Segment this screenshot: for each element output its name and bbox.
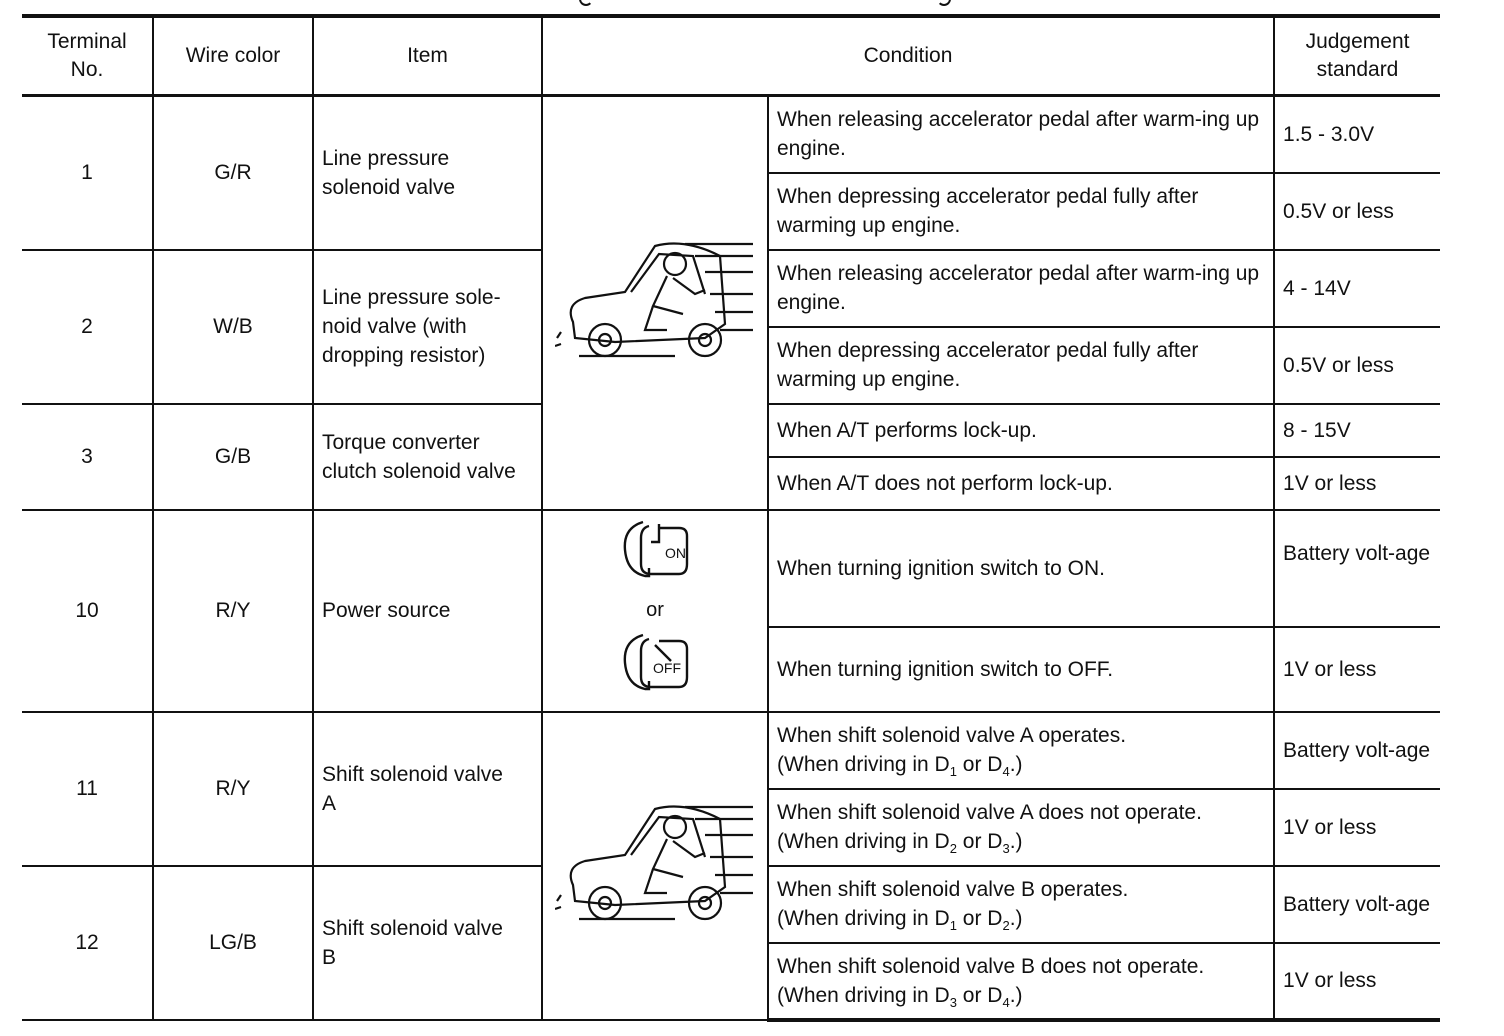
wire-color: G/R bbox=[153, 96, 313, 250]
judgement: 1.5 - 3.0V bbox=[1274, 96, 1440, 173]
judgement: 1V or less bbox=[1274, 789, 1440, 866]
wire-color: G/B bbox=[153, 404, 313, 510]
item: Shift solenoid valve B bbox=[313, 866, 542, 1020]
condition: When turning ignition switch to ON. bbox=[768, 510, 1274, 627]
wire-color: R/Y bbox=[153, 510, 313, 712]
header-terminal: Terminal No. bbox=[22, 16, 153, 96]
terminal-no: 2 bbox=[22, 250, 153, 404]
header-wire-color: Wire color bbox=[153, 16, 313, 96]
wire-color: R/Y bbox=[153, 712, 313, 866]
table-row bbox=[22, 712, 1440, 789]
terminal-spec-table bbox=[22, 14, 1440, 1022]
condition: When shift solenoid valve A does not operate. (When driving in $D_2$ or $D_3$.) bbox=[768, 789, 1274, 866]
ignition-key-cell bbox=[542, 510, 768, 712]
page-top-fragment bbox=[575, 0, 955, 8]
judgement: 4 - 14V bbox=[1274, 250, 1440, 327]
judgement: 0.5V or less bbox=[1274, 173, 1440, 250]
header-judgement: Judgement standard bbox=[1274, 16, 1440, 96]
judgement: 0.5V or less bbox=[1274, 327, 1440, 404]
condition: When releasing accelerator pedal after warm-ing up engine. bbox=[768, 250, 1274, 327]
judgement: 1V or less bbox=[1274, 627, 1440, 712]
header-item: Item bbox=[313, 16, 542, 96]
wire-color: LG/B bbox=[153, 866, 313, 1020]
judgement: 1V or less bbox=[1274, 943, 1440, 1020]
ignition-on-key-icon bbox=[615, 518, 695, 582]
car-driver-icon bbox=[555, 234, 755, 364]
ignition-off-key-icon bbox=[615, 631, 695, 695]
judgement: Battery volt-age bbox=[1274, 712, 1440, 789]
judgement: Battery volt-age bbox=[1274, 510, 1440, 627]
condition: When shift solenoid valve B does not operate. (When driving in $D_3$ or $D_4$.) bbox=[768, 943, 1274, 1020]
off-label: OFF bbox=[653, 660, 681, 676]
on-label: ON bbox=[665, 545, 686, 561]
condition: When releasing accelerator pedal after warm-ing up engine. bbox=[768, 96, 1274, 173]
header-row bbox=[22, 16, 1440, 96]
table-row bbox=[22, 510, 1440, 627]
terminal-no: 1 bbox=[22, 96, 153, 250]
terminal-no: 10 bbox=[22, 510, 153, 712]
judgement: 8 - 15V bbox=[1274, 404, 1440, 457]
or-label: or bbox=[646, 599, 664, 621]
condition: When turning ignition switch to OFF. bbox=[768, 627, 1274, 712]
item: Line pressure solenoid valve bbox=[313, 96, 542, 250]
condition: When depressing accelerator pedal fully after warming up engine. bbox=[768, 327, 1274, 404]
wire-color: W/B bbox=[153, 250, 313, 404]
car-illustration-cell bbox=[542, 712, 768, 1020]
terminal-no: 12 bbox=[22, 866, 153, 1020]
item: Power source bbox=[313, 510, 542, 712]
terminal-no: 11 bbox=[22, 712, 153, 866]
condition: When A/T does not perform lock-up. bbox=[768, 457, 1274, 510]
item: Line pressure sole-noid valve (with dropping resistor) bbox=[313, 250, 542, 404]
judgement: 1V or less bbox=[1274, 457, 1440, 510]
table-row bbox=[22, 96, 1440, 173]
terminal-no: 3 bbox=[22, 404, 153, 510]
item: Torque converter clutch solenoid valve bbox=[313, 404, 542, 510]
item: Shift solenoid valve A bbox=[313, 712, 542, 866]
condition: When depressing accelerator pedal fully after warming up engine. bbox=[768, 173, 1274, 250]
condition: When A/T performs lock-up. bbox=[768, 404, 1274, 457]
car-illustration-cell bbox=[542, 96, 768, 510]
condition: When shift solenoid valve B operates. (When driving in $D_1$ or $D_2$.) bbox=[768, 866, 1274, 943]
condition: When shift solenoid valve A operates. (When driving in $D_1$ or $D_4$.) bbox=[768, 712, 1274, 789]
header-condition: Condition bbox=[542, 16, 1274, 96]
car-driver-icon bbox=[555, 797, 755, 927]
judgement: Battery volt-age bbox=[1274, 866, 1440, 943]
